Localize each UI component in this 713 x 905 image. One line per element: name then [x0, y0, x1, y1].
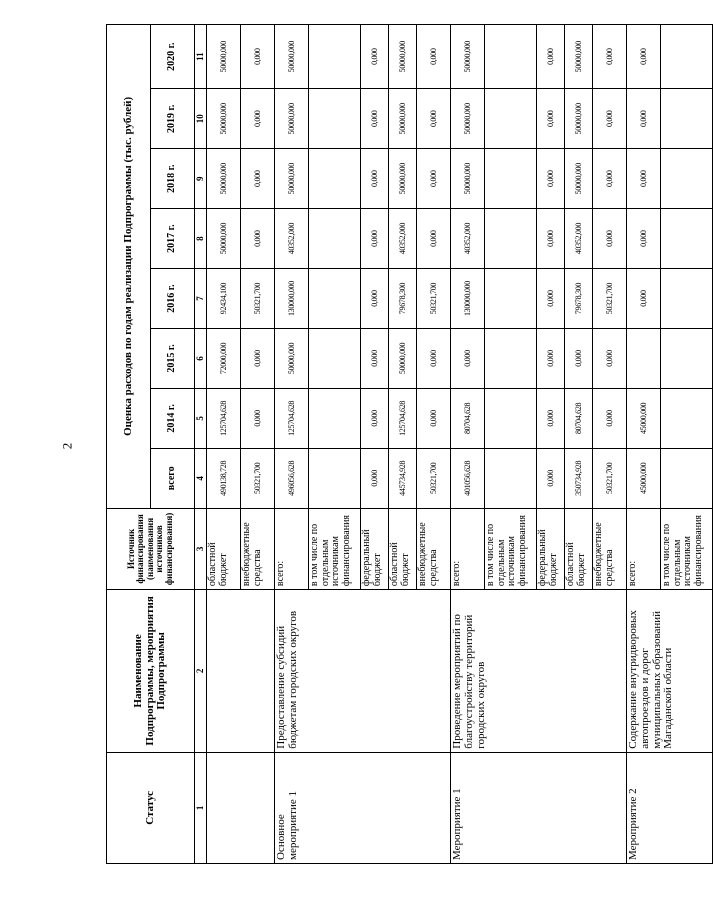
header-year: 2017 г.: [151, 209, 195, 269]
total-value-cell: 490138,728: [207, 448, 241, 508]
source-cell: областной бюджет: [565, 508, 593, 589]
year-value-cell: 80704,628: [451, 388, 485, 448]
header-total: всего: [151, 448, 195, 508]
year-value-cell: [309, 89, 361, 149]
year-value-cell: 0,000: [361, 25, 389, 89]
year-value-cell: [661, 149, 713, 209]
header-year: 2015 г.: [151, 329, 195, 389]
year-value-cell: 0,000: [451, 329, 485, 389]
financing-table: [106, 24, 713, 864]
year-value-cell: 72000,000: [207, 329, 241, 389]
year-value-cell: 0,000: [241, 388, 275, 448]
year-value-cell: 0,000: [241, 149, 275, 209]
year-value-cell: [661, 388, 713, 448]
year-value-cell: [309, 269, 361, 329]
year-value-cell: 0,000: [241, 329, 275, 389]
year-value-cell: 0,000: [417, 25, 451, 89]
column-index-cell: 5: [195, 388, 207, 448]
source-cell: внебюджетные средства: [593, 508, 627, 589]
year-value-cell: 50000,000: [275, 149, 309, 209]
source-cell: всего:: [627, 508, 661, 589]
total-value-cell: [661, 448, 713, 508]
year-value-cell: 125704,628: [275, 388, 309, 448]
header-source: Источник финансирования (наименования источников финансирования): [107, 508, 195, 589]
year-value-cell: 0,000: [241, 209, 275, 269]
year-value-cell: 40352,000: [451, 209, 485, 269]
year-value-cell: 0,000: [593, 89, 627, 149]
year-value-cell: 45000,000: [627, 388, 661, 448]
year-value-cell: 92434,100: [207, 269, 241, 329]
source-cell: областной бюджет: [389, 508, 417, 589]
source-cell: в том числе по отдельным источникам финансирования: [309, 508, 361, 589]
year-value-cell: 50000,000: [207, 209, 241, 269]
year-value-cell: [485, 25, 537, 89]
year-value-cell: 79678,300: [389, 269, 417, 329]
year-value-cell: [661, 209, 713, 269]
year-value-cell: [661, 269, 713, 329]
year-value-cell: 0,000: [417, 89, 451, 149]
year-value-cell: 0,000: [361, 149, 389, 209]
total-value-cell: 401056,628: [451, 448, 485, 508]
year-value-cell: 50000,000: [565, 149, 593, 209]
year-value-cell: 0,000: [417, 388, 451, 448]
year-value-cell: [485, 209, 537, 269]
source-cell: областной бюджет: [207, 508, 241, 589]
year-value-cell: 0,000: [537, 329, 565, 389]
header-year: 2014 г.: [151, 388, 195, 448]
name-cell: Предоставление субсидий бюджетам городских округов: [275, 590, 451, 753]
total-value-cell: [309, 448, 361, 508]
year-value-cell: [485, 388, 537, 448]
year-value-cell: 0,000: [361, 329, 389, 389]
year-value-cell: 50000,000: [275, 25, 309, 89]
year-value-cell: 125704,628: [207, 388, 241, 448]
rotated-page: [106, 24, 704, 864]
column-index-cell: 11: [195, 25, 207, 89]
name-cell: Содержание внутридворовых автопроездов и дорог муниципальных образований Магаданской области: [627, 590, 713, 753]
year-value-cell: [485, 329, 537, 389]
total-value-cell: 496056,628: [275, 448, 309, 508]
year-value-cell: 0,000: [565, 329, 593, 389]
year-value-cell: 130000,000: [275, 269, 309, 329]
year-value-cell: 79678,300: [565, 269, 593, 329]
header-year: 2018 г.: [151, 149, 195, 209]
year-value-cell: 50000,000: [389, 25, 417, 89]
source-cell: всего:: [275, 508, 309, 589]
year-value-cell: 0,000: [417, 149, 451, 209]
total-value-cell: 50321,700: [417, 448, 451, 508]
year-value-cell: 125704,628: [389, 388, 417, 448]
year-value-cell: 0,000: [593, 329, 627, 389]
year-value-cell: 40352,000: [389, 209, 417, 269]
year-value-cell: 0,000: [361, 388, 389, 448]
total-value-cell: 45000,000: [627, 448, 661, 508]
header-year: 2020 г.: [151, 25, 195, 89]
year-value-cell: 50321,700: [417, 269, 451, 329]
landscape-content: [106, 24, 704, 864]
total-value-cell: 50321,700: [593, 448, 627, 508]
table-row: [207, 25, 241, 864]
year-value-cell: 0,000: [241, 25, 275, 89]
table-row: [275, 25, 309, 864]
year-value-cell: 0,000: [627, 149, 661, 209]
column-index-cell: 1: [195, 752, 207, 863]
column-index-row: [195, 25, 207, 864]
year-value-cell: 50000,000: [275, 329, 309, 389]
year-value-cell: 50000,000: [389, 149, 417, 209]
year-value-cell: 50000,000: [565, 25, 593, 89]
total-value-cell: 0,000: [361, 448, 389, 508]
year-value-cell: 0,000: [417, 329, 451, 389]
year-value-cell: 0,000: [593, 388, 627, 448]
year-value-cell: [485, 89, 537, 149]
year-value-cell: 130000,000: [451, 269, 485, 329]
year-value-cell: [309, 209, 361, 269]
source-cell: внебюджетные средства: [417, 508, 451, 589]
year-value-cell: [661, 89, 713, 149]
year-value-cell: 0,000: [361, 89, 389, 149]
year-value-cell: [309, 25, 361, 89]
year-value-cell: [309, 149, 361, 209]
year-value-cell: 0,000: [537, 149, 565, 209]
table-body: [207, 25, 713, 864]
status-cell: Мероприятие 1: [451, 752, 627, 863]
year-value-cell: 50000,000: [565, 89, 593, 149]
year-value-cell: [309, 388, 361, 448]
year-value-cell: 0,000: [537, 25, 565, 89]
year-value-cell: 0,000: [537, 269, 565, 329]
year-value-cell: [661, 25, 713, 89]
source-cell: внебюджетные средства: [241, 508, 275, 589]
year-value-cell: 50000,000: [451, 25, 485, 89]
source-cell: федеральный бюджет: [537, 508, 565, 589]
year-value-cell: 50321,700: [241, 269, 275, 329]
header-estimate: Оценка расходов по годам реализации Подпрограммы (тыс. рублей): [107, 25, 151, 509]
year-value-cell: 50000,000: [207, 149, 241, 209]
page-number: 2: [59, 442, 75, 450]
column-index-cell: 3: [195, 508, 207, 589]
year-value-cell: [661, 329, 713, 389]
year-value-cell: 0,000: [241, 89, 275, 149]
year-value-cell: 0,000: [627, 89, 661, 149]
year-value-cell: 50000,000: [207, 25, 241, 89]
column-index-cell: 4: [195, 448, 207, 508]
year-value-cell: 50000,000: [389, 329, 417, 389]
year-value-cell: 0,000: [627, 269, 661, 329]
total-value-cell: [485, 448, 537, 508]
year-value-cell: 50000,000: [389, 89, 417, 149]
header-name: Наименование Подпрограммы, мероприятия Подпрограммы: [107, 590, 195, 753]
year-value-cell: 50000,000: [275, 89, 309, 149]
table-row: [627, 25, 661, 864]
name-cell: [207, 590, 275, 753]
year-value-cell: 0,000: [417, 209, 451, 269]
year-value-cell: 0,000: [537, 388, 565, 448]
header-year: 2016 г.: [151, 269, 195, 329]
year-value-cell: [309, 329, 361, 389]
total-value-cell: 0,000: [537, 448, 565, 508]
column-index-cell: 9: [195, 149, 207, 209]
year-value-cell: [485, 149, 537, 209]
year-value-cell: [627, 329, 661, 389]
header-status: Статус: [107, 752, 195, 863]
column-index-cell: 7: [195, 269, 207, 329]
status-cell: [207, 752, 275, 863]
column-index-cell: 8: [195, 209, 207, 269]
year-value-cell: 0,000: [537, 89, 565, 149]
year-value-cell: 50000,000: [451, 89, 485, 149]
total-value-cell: 50321,700: [241, 448, 275, 508]
name-cell: Проведение мероприятий по благоустройству территорий городских округов: [451, 590, 627, 753]
year-value-cell: 0,000: [627, 209, 661, 269]
year-value-cell: 50000,000: [207, 89, 241, 149]
header-year: 2019 г.: [151, 89, 195, 149]
table-row: [451, 25, 485, 864]
year-value-cell: 0,000: [361, 209, 389, 269]
year-value-cell: 50000,000: [451, 149, 485, 209]
column-index-cell: 6: [195, 329, 207, 389]
year-value-cell: [485, 269, 537, 329]
year-value-cell: 0,000: [537, 209, 565, 269]
column-index-cell: 10: [195, 89, 207, 149]
year-value-cell: 40352,000: [565, 209, 593, 269]
total-value-cell: 445734,928: [389, 448, 417, 508]
year-value-cell: 40352,000: [275, 209, 309, 269]
source-cell: всего:: [451, 508, 485, 589]
source-cell: в том числе по отдельным источникам финансирования: [485, 508, 537, 589]
year-value-cell: 0,000: [361, 269, 389, 329]
year-value-cell: 0,000: [627, 25, 661, 89]
column-index-cell: 2: [195, 590, 207, 753]
year-value-cell: 0,000: [593, 149, 627, 209]
status-cell: Мероприятие 2: [627, 752, 713, 863]
total-value-cell: 350734,928: [565, 448, 593, 508]
year-value-cell: 50321,700: [593, 269, 627, 329]
source-cell: в том числе по отдельным источникам финансирования: [661, 508, 713, 589]
status-cell: Основное мероприятие 1: [275, 752, 451, 863]
year-value-cell: 80704,628: [565, 388, 593, 448]
year-value-cell: 0,000: [593, 209, 627, 269]
year-value-cell: 0,000: [593, 25, 627, 89]
source-cell: федеральный бюджет: [361, 508, 389, 589]
